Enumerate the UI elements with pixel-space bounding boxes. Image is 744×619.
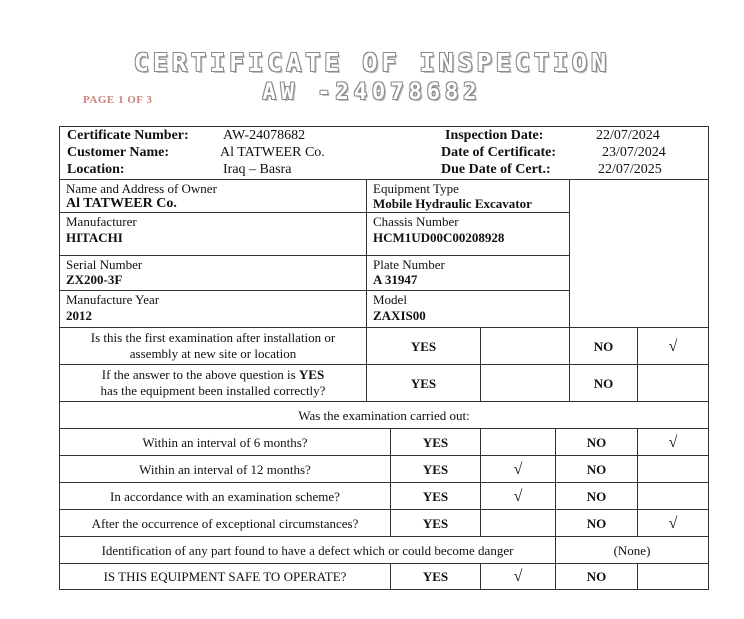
- customer-name-label: Customer Name:: [67, 145, 169, 160]
- e1-text: Within an interval of 6 months?: [59, 428, 391, 456]
- e3-no-check: [637, 482, 709, 510]
- e2-yes-check: √: [480, 455, 556, 483]
- plate-value: A 31947: [373, 272, 418, 287]
- location: Iraq – Basra: [223, 162, 292, 177]
- manufacturer-label: Manufacturer: [66, 214, 137, 229]
- e1-yes: YES: [390, 428, 481, 456]
- owner-value: Al TATWEER Co.: [66, 196, 177, 211]
- customer-name: Al TATWEER Co.: [220, 145, 325, 160]
- equipment-type-value: Mobile Hydraulic Excavator: [373, 196, 532, 211]
- model-cell: [366, 290, 570, 328]
- equipment-type-label: Equipment Type: [373, 181, 459, 196]
- certificate-date-label: Date of Certificate:: [441, 145, 557, 160]
- manufacturer-value: HITACHI: [66, 230, 123, 245]
- q2-text-bold: YES: [298, 367, 325, 382]
- e2-no-check: [637, 455, 709, 483]
- e1-no: NO: [555, 428, 638, 456]
- year-value: 2012: [66, 308, 92, 323]
- certificate-number: AW-24078682: [223, 128, 306, 143]
- e2-yes: YES: [390, 455, 481, 483]
- certificate-number-label: Certificate Number:: [67, 128, 189, 143]
- inspection-date: 22/07/2024: [596, 128, 660, 143]
- safe-no: NO: [555, 563, 638, 590]
- e4-no: NO: [555, 509, 638, 537]
- page-indicator: PAGE 1 OF 3: [83, 94, 153, 106]
- plate-cell: [366, 255, 570, 291]
- safe-text: IS THIS EQUIPMENT SAFE TO OPERATE?: [59, 563, 391, 590]
- e4-yes-check: [480, 509, 556, 537]
- equipment-photo-area: [569, 179, 709, 328]
- e4-yes: YES: [390, 509, 481, 537]
- manufacturer-cell: [59, 212, 367, 256]
- model-value: ZAXIS00: [373, 308, 426, 323]
- safe-yes: YES: [390, 563, 481, 590]
- certificate-date: 23/07/2024: [602, 145, 666, 160]
- e4-no-check: √: [637, 509, 709, 537]
- inspection-date-label: Inspection Date:: [445, 128, 544, 143]
- safe-yes-check: √: [480, 563, 556, 590]
- e3-text: In accordance with an examination scheme?: [59, 482, 391, 510]
- equipment-type-cell: [366, 179, 570, 213]
- chassis-cell: [366, 212, 570, 256]
- defect-value: (None): [555, 536, 709, 564]
- e2-no: NO: [555, 455, 638, 483]
- e3-no: NO: [555, 482, 638, 510]
- e3-yes-check: √: [480, 482, 556, 510]
- certificate-title: CERTIFICATE OF INSPECTION: [133, 48, 611, 77]
- q1-text: Is this the first examination after installation or assembly at new site or location: [59, 327, 367, 365]
- due-date-label: Due Date of Cert.:: [441, 162, 551, 177]
- e1-no-check: √: [637, 428, 709, 456]
- model-label: Model: [373, 292, 407, 307]
- exam-heading: Was the examination carried out:: [59, 401, 709, 429]
- q1-yes: YES: [366, 327, 481, 365]
- owner-cell: [59, 179, 367, 213]
- chassis-label: Chassis Number: [373, 214, 459, 229]
- q2-yes: YES: [366, 364, 481, 402]
- q1-yes-check: [480, 327, 570, 365]
- due-date: 22/07/2025: [598, 162, 662, 177]
- year-label: Manufacture Year: [66, 292, 160, 307]
- e3-yes: YES: [390, 482, 481, 510]
- owner-label: Name and Address of Owner: [66, 181, 217, 196]
- q2-no: NO: [569, 364, 638, 402]
- certificate-header-block: [59, 126, 709, 180]
- q1-no: NO: [569, 327, 638, 365]
- location-label: Location:: [67, 162, 125, 177]
- q2-text-pre: If the answer to the above question is: [101, 367, 299, 382]
- defect-text: Identification of any part found to have a defect which or could become danger: [59, 536, 556, 564]
- q2-text-post: has the equipment been installed correctly?: [100, 383, 326, 398]
- serial-value: ZX200-3F: [66, 272, 123, 287]
- year-cell: [59, 290, 367, 328]
- chassis-value: HCM1UD00C00208928: [373, 230, 505, 245]
- e4-text: After the occurrence of exceptional circumstances?: [59, 509, 391, 537]
- q2-yes-check: [480, 364, 570, 402]
- e2-text: Within an interval of 12 months?: [59, 455, 391, 483]
- certificate-subtitle: AW -24078682: [262, 80, 482, 105]
- q2-no-check: [637, 364, 709, 402]
- safe-no-check: [637, 563, 709, 590]
- plate-label: Plate Number: [373, 257, 445, 272]
- e1-yes-check: [480, 428, 556, 456]
- q2-text: [59, 364, 367, 402]
- serial-cell: [59, 255, 367, 291]
- q1-no-check: √: [637, 327, 709, 365]
- serial-label: Serial Number: [66, 257, 143, 272]
